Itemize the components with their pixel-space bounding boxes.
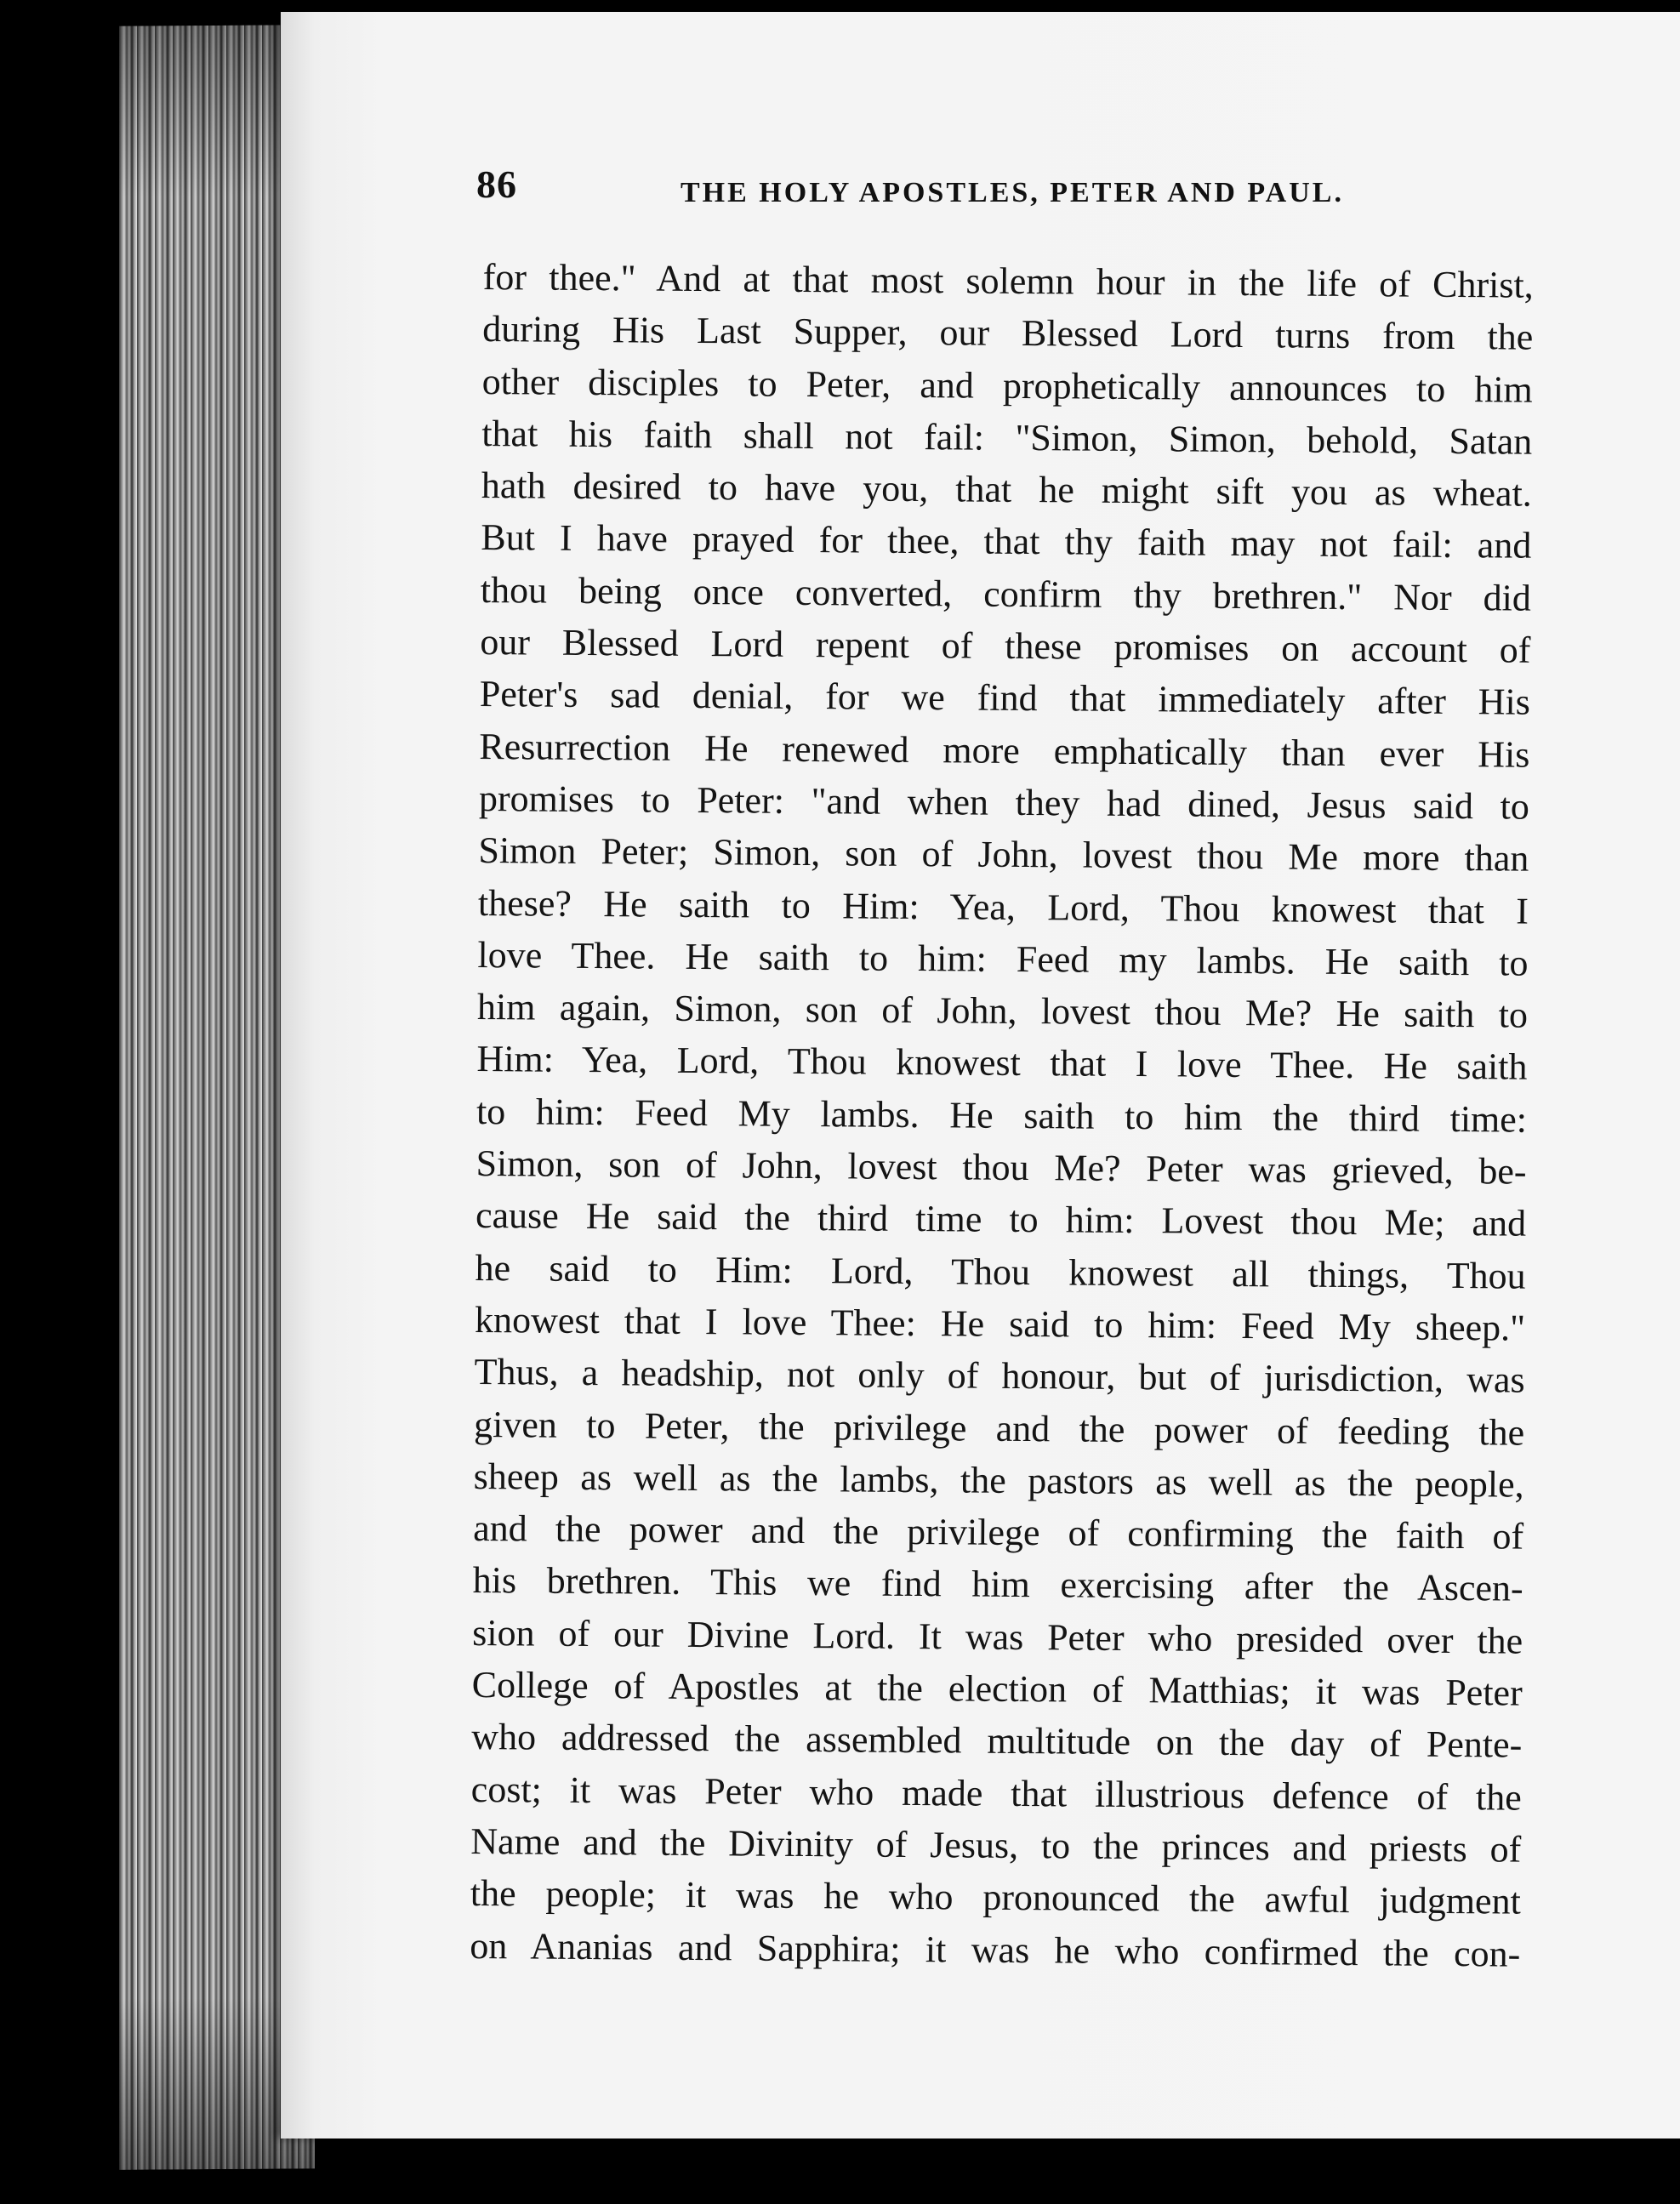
text-line: who addressed the assembled multitude on the day of Pente- — [471, 1716, 1523, 1766]
text-line: given to Peter, the privilege and the power of feeding the — [473, 1403, 1525, 1454]
running-title: THE HOLY APOSTLES, PETER AND PAUL. — [681, 177, 1344, 208]
text-line: he said to Him: Lord, Thou knowest all things, Thou — [475, 1246, 1526, 1297]
text-line: knowest that I love Thee: He said to him: Feed My sheep." — [474, 1298, 1526, 1349]
running-header — [476, 162, 1387, 213]
text-line: during His Last Supper, our Blessed Lord turns from the — [482, 308, 1534, 358]
text-line: and the power and the privilege of confirming the faith of — [473, 1507, 1524, 1558]
text-line: Thus, a headship, not only of honour, but of jurisdiction, was — [474, 1351, 1525, 1401]
text-line: for thee." And at that most solemn hour in the life of Christ, — [482, 255, 1534, 306]
text-line: hath desired to have you, that he might sift you as wheat. — [481, 464, 1532, 515]
text-line: love Thee. He saith to him: Feed my lambs. He saith to — [477, 933, 1529, 984]
text-line: other disciples to Peter, and prophetically announces to him — [481, 360, 1533, 411]
text-line: on Ananias and Sapphira; it was he who confirmed the con- — [470, 1924, 1521, 1975]
page-number: 86 — [476, 162, 517, 206]
text-line: But I have prayed for thee, that thy faith may not fail: and — [481, 516, 1532, 567]
text-line: these? He saith to Him: Yea, Lord, Thou knowest that I — [477, 881, 1529, 932]
body-text — [470, 251, 1534, 1979]
text-line: promises to Peter: "and when they had dined, Jesus said to — [478, 777, 1530, 828]
text-line: Simon Peter; Simon, son of John, lovest thou Me more than — [478, 829, 1529, 880]
text-line: his brethren. This we find him exercising after the Ascen- — [472, 1559, 1523, 1610]
text-line: Peter's sad denial, for we find that immediately after His — [479, 673, 1531, 724]
text-line: cause He said the third time to him: Lovest thou Me; and — [475, 1194, 1527, 1245]
text-line: that his faith shall not fail: "Simon, Simon, behold, Satan — [481, 412, 1533, 463]
text-line: the people; it was he who pronounced the awful judgment — [470, 1872, 1521, 1922]
text-line: Name and the Divinity of Jesus, to the princes and priests of — [470, 1820, 1522, 1871]
text-line: Simon, son of John, lovest thou Me? Peter was grieved, be- — [476, 1142, 1527, 1193]
text-line: Resurrection He renewed more emphatically than ever His — [479, 725, 1530, 776]
text-line: to him: Feed My lambs. He saith to him the third time: — [476, 1090, 1528, 1141]
text-line: thou being once converted, confirm thy brethren." Nor did — [480, 568, 1532, 619]
text-line: our Blessed Lord repent of these promises on account of — [480, 621, 1531, 671]
text-line: him again, Simon, son of John, lovest thou Me? He saith to — [476, 986, 1529, 1036]
text-line: sion of our Divine Lord. It was Peter who presided over the — [472, 1611, 1523, 1662]
text-line: sheep as well as the lambs, the pastors as well as the people, — [473, 1455, 1524, 1506]
text-line: cost; it was Peter who made that illustrious defence of the — [470, 1768, 1522, 1819]
text-line: Him: Yea, Lord, Thou knowest that I love Thee. He saith — [476, 1038, 1528, 1089]
text-line: College of Apostles at the election of Matthias; it was Peter — [471, 1663, 1523, 1714]
